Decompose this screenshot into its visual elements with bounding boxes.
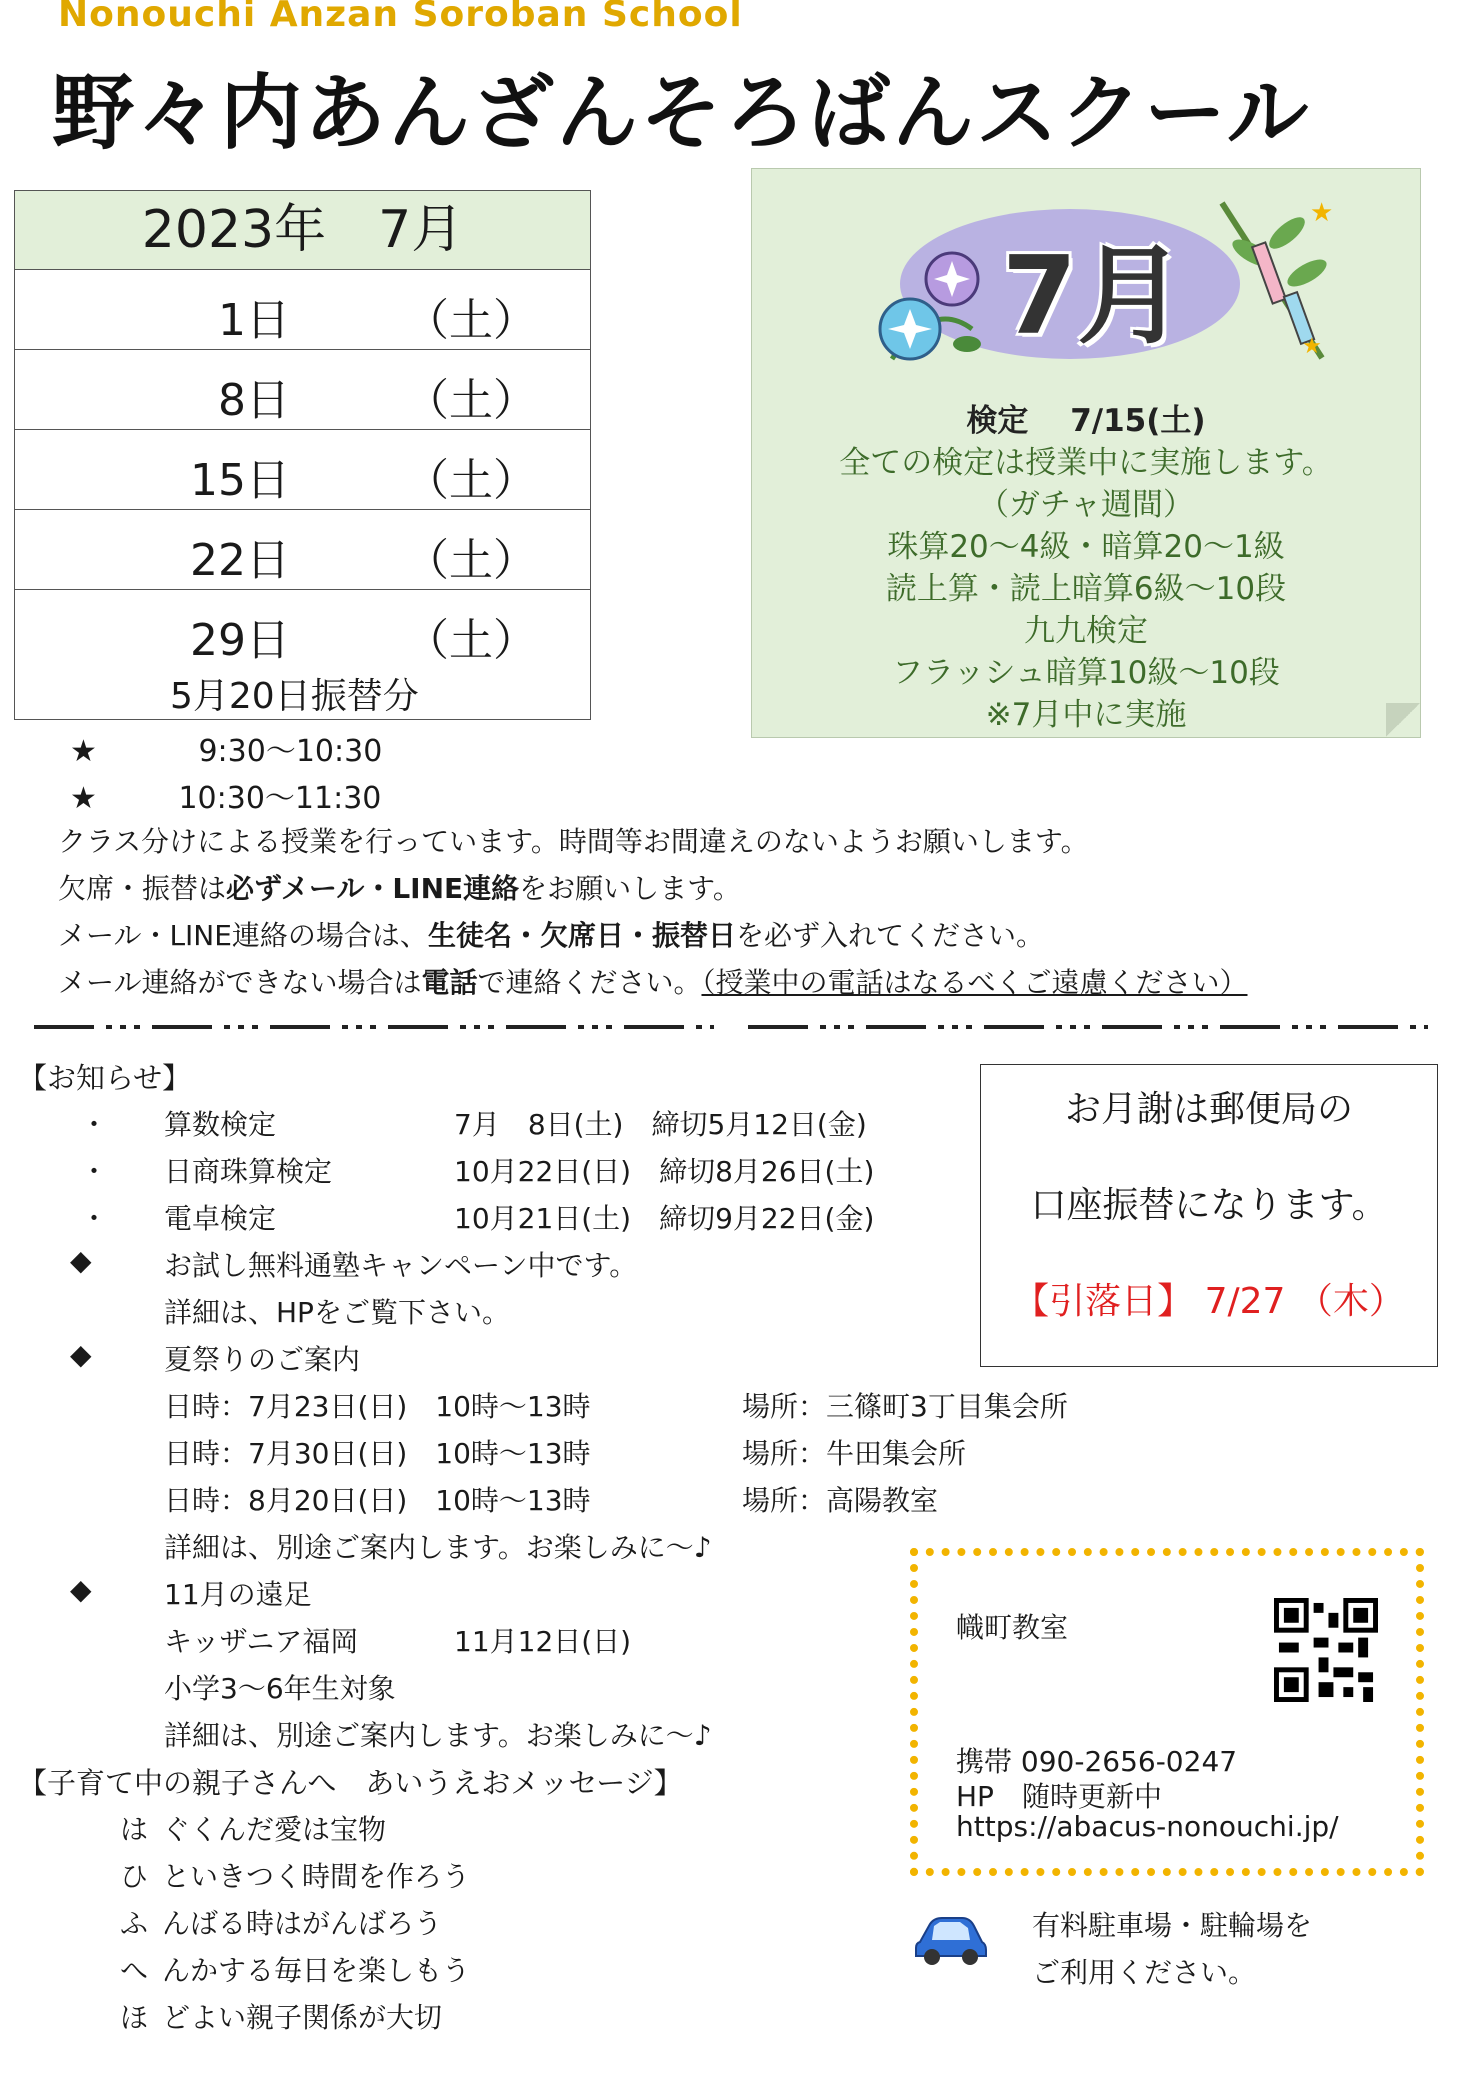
exam-name: 電卓検定	[164, 1202, 277, 1235]
note-line	[58, 914, 1044, 954]
divider	[748, 1022, 1428, 1032]
festival-where: 場所：三篠町3丁目集会所	[742, 1390, 1068, 1423]
trip-title: 11月の遠足	[164, 1578, 312, 1611]
exam-date: 7月 8日(土) 締切5月12日(金)	[454, 1108, 867, 1141]
note-text: 欠席・振替は	[58, 872, 227, 905]
message-item	[120, 1902, 442, 1942]
kentei-panel	[751, 168, 1421, 738]
tanabata-icon	[1192, 193, 1342, 363]
exam-name: 日商珠算検定	[164, 1155, 333, 1188]
contact-url[interactable]: https://abacus-nonouchi.jp/	[956, 1810, 1339, 1843]
message-kana: ふ	[120, 1907, 149, 1940]
festival-detail: 詳細は、別途ご案内します。お楽しみに～♪	[164, 1531, 712, 1564]
contact-hp: HP 随時更新中	[956, 1780, 1162, 1813]
exam-bullet: ・	[80, 1202, 109, 1235]
message-text: といきつく時間を作ろう	[162, 1860, 471, 1893]
contact-phone: 携帯 090-2656-0247	[956, 1745, 1238, 1778]
svg-text:★: ★	[1302, 334, 1322, 359]
schedule-heading: 2023年 7月	[15, 191, 590, 270]
schedule-day: 8日	[218, 375, 290, 426]
message-kana: は	[120, 1813, 149, 1846]
exam-date: 10月22日(日) 締切8月26日(土)	[454, 1155, 875, 1188]
campaign-detail: 詳細は、HPをご覧下さい。	[164, 1296, 510, 1329]
schedule-weekday: （土）	[405, 375, 537, 426]
school-subtitle: Nonouchi Anzan Soroban School	[58, 0, 743, 35]
exam-date: 10月21日(土) 締切9月22日(金)	[454, 1202, 875, 1235]
schedule-weekday: （土）	[405, 455, 537, 506]
schedule-note: 5月20日振替分	[170, 676, 419, 717]
oshirase-heading: 【お知らせ】	[18, 1061, 192, 1095]
note-text: メール連絡ができない場合は	[58, 966, 422, 999]
exam-bullet: ・	[80, 1108, 109, 1141]
car-icon	[912, 1912, 988, 1966]
school-name: 幟町教室	[956, 1611, 1069, 1644]
message-kana: へ	[120, 1954, 149, 1987]
message-item	[120, 1808, 386, 1848]
message-item	[120, 1855, 470, 1895]
trip-date: 11月12日(日)	[454, 1625, 632, 1658]
schedule-row	[15, 270, 590, 350]
kentei-line: 読上算・読上暗算6級～10段	[885, 571, 1287, 607]
kentei-line: 珠算20～4級・暗算20～1級	[887, 529, 1285, 565]
star-icon: ★	[70, 781, 97, 816]
month-badge: 7月	[1002, 234, 1186, 359]
message-heading: 【子育て中の親子さんへ あいうえおメッセージ】	[18, 1766, 683, 1800]
exam-name: 算数検定	[164, 1108, 277, 1141]
payment-box	[980, 1064, 1438, 1367]
time-slot-text: 10:30～11:30	[178, 781, 382, 816]
trip-place: キッザニア福岡	[164, 1625, 359, 1658]
note-line: クラス分けによる授業を行っています。時間等お間違えのないようお願いします。	[58, 825, 1089, 858]
message-kana: ひ	[120, 1860, 149, 1893]
parking-line: 有料駐車場・駐輪場を	[1032, 1909, 1313, 1942]
trip-target: 小学3～6年生対象	[164, 1672, 396, 1705]
schedule-day: 29日	[190, 615, 290, 666]
festival-where: 場所：牛田集会所	[742, 1437, 967, 1470]
message-text: どよい親子関係が大切	[162, 2001, 443, 2034]
festival-title: 夏祭りのご案内	[164, 1343, 361, 1376]
school-title: 野々内あんざんそろばんスクール	[52, 66, 1311, 161]
festival-when: 日時：7月23日(日) 10時～13時	[164, 1390, 591, 1423]
festival-where: 場所：高陽教室	[742, 1484, 939, 1517]
payment-line: お月謝は郵便局の	[1064, 1089, 1353, 1130]
diamond-bullet-icon: ◆	[70, 1244, 92, 1277]
message-item	[120, 1996, 442, 2036]
note-text: メール・LINE連絡の場合は、	[58, 919, 428, 952]
parking-line: ご利用ください。	[1032, 1956, 1257, 1989]
festival-when: 日時：7月30日(日) 10時～13時	[164, 1437, 591, 1470]
kentei-line: （ガチャ週間）	[977, 487, 1195, 523]
schedule-day: 22日	[190, 535, 290, 586]
campaign-title: お試し無料通塾キャンペーン中です。	[164, 1249, 638, 1282]
festival-when: 日時：8月20日(日) 10時～13時	[164, 1484, 591, 1517]
kentei-line: ※7月中に実施	[985, 697, 1187, 733]
message-item	[120, 1949, 470, 1989]
note-bold: 電話	[421, 966, 478, 999]
payment-line: 口座振替になります。	[1030, 1185, 1388, 1226]
schedule-day: 15日	[190, 455, 290, 506]
star-icon: ★	[70, 734, 97, 769]
message-text: ぐくんだ愛は宝物	[162, 1813, 387, 1846]
trip-detail: 詳細は、別途ご案内します。お楽しみに～♪	[164, 1719, 712, 1752]
kentei-title: 検定 7/15(土)	[966, 403, 1206, 439]
note-text: をお願いします。	[519, 872, 741, 905]
diamond-bullet-icon: ◆	[70, 1338, 92, 1371]
note-text: で連絡ください。	[477, 966, 702, 999]
time-slot-text: 9:30～10:30	[198, 734, 383, 769]
schedule-table	[14, 190, 591, 720]
kentei-line: 九九検定	[1024, 613, 1148, 649]
contact-box	[910, 1548, 1424, 1876]
message-kana: ほ	[120, 2001, 149, 2034]
divider	[34, 1022, 714, 1032]
time-slot	[70, 773, 381, 817]
time-slot	[70, 726, 382, 770]
page-fold	[1386, 703, 1420, 737]
kentei-line: 全ての検定は授業中に実施します。	[839, 445, 1333, 481]
exam-bullet: ・	[80, 1155, 109, 1188]
note-bold: 必ずメール・LINE連絡	[226, 872, 520, 905]
note-line	[58, 961, 1248, 1001]
note-text: を必ず入れてください。	[735, 919, 1044, 952]
message-text: んばる時はがんばろう	[162, 1907, 443, 1940]
schedule-row	[15, 590, 590, 719]
svg-text:★: ★	[1310, 198, 1334, 228]
schedule-weekday: （土）	[405, 535, 537, 586]
schedule-day: 1日	[218, 295, 290, 346]
payment-date: 【引落日】 7/27 （木）	[1013, 1281, 1405, 1322]
qr-code-icon[interactable]	[1274, 1598, 1378, 1702]
note-underlined: （授業中の電話はなるべくご遠慮ください）	[701, 966, 1248, 999]
note-line	[58, 867, 741, 907]
morning-glory-icon	[872, 239, 982, 369]
schedule-weekday: （土）	[405, 615, 537, 666]
schedule-weekday: （土）	[405, 295, 537, 346]
schedule-row	[15, 510, 590, 590]
diamond-bullet-icon: ◆	[70, 1573, 92, 1606]
message-text: んかする毎日を楽しもう	[162, 1954, 471, 1987]
schedule-row	[15, 430, 590, 510]
schedule-row	[15, 350, 590, 430]
note-bold: 生徒名・欠席日・振替日	[427, 919, 736, 952]
kentei-line: フラッシュ暗算10級～10段	[892, 655, 1280, 691]
